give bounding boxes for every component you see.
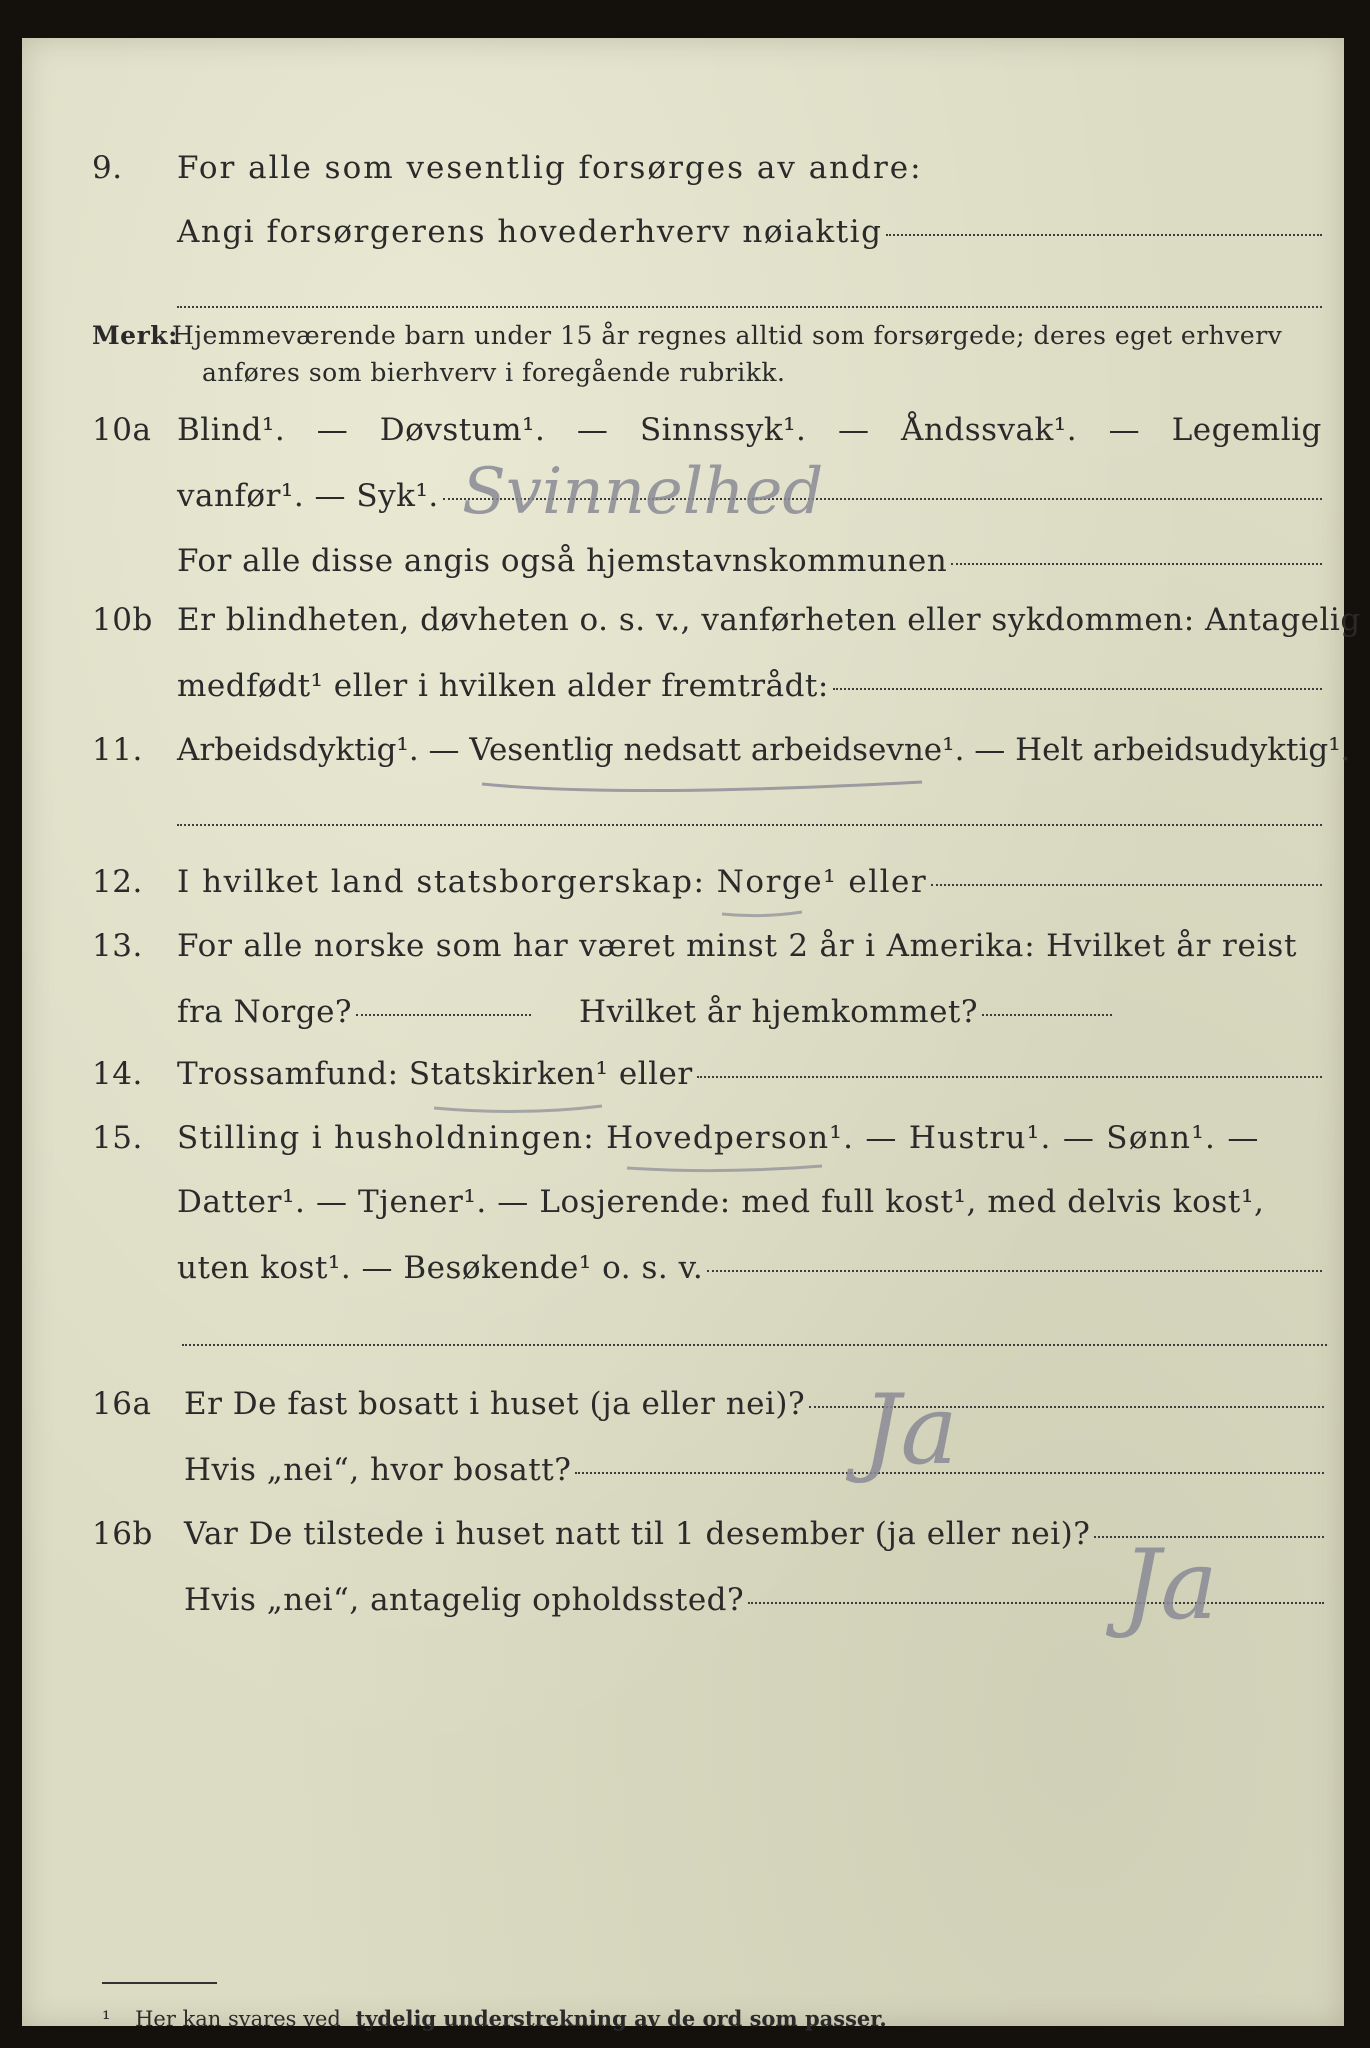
q10b-line-2-wrap (177, 668, 1322, 704)
q16b-whereabouts-field[interactable] (748, 1602, 1324, 1604)
q13-line-2 (177, 994, 1112, 1030)
merk-label: Merk: (92, 321, 178, 350)
q10a-number: 10a (92, 412, 152, 448)
merk-line-2: anføres som bierhverv i foregående rubrikk. (202, 358, 786, 387)
q10a-option: Legemlig (1171, 412, 1322, 448)
q10a-dash: — (837, 412, 870, 448)
q10a-handwritten-answer: Svinnelhed (462, 455, 824, 529)
q13-number: 13. (92, 928, 143, 964)
q16b-line-1-wrap (184, 1516, 1324, 1552)
q15-line-3-wrap (177, 1250, 1322, 1286)
q15-line-3: uten kost¹. — Besøkende¹ o. s. v. (177, 1250, 704, 1286)
q16b-answer-field[interactable] (1094, 1536, 1324, 1538)
q13-right-field[interactable] (982, 1014, 1112, 1016)
q10a-line-3-wrap (177, 543, 1322, 579)
census-form-page (22, 38, 1361, 2031)
q16b-number: 16b (92, 1516, 153, 1552)
q10a-line-1 (177, 412, 1322, 448)
q10a-line-3: For alle disse angis også hjemstavnskommunen (177, 543, 948, 579)
q9-number: 9. (92, 150, 123, 186)
q16b-line-2-wrap (184, 1582, 1324, 1618)
q12-line-1: I hvilket land statsborgerskap: Norge¹ eller (177, 864, 928, 900)
q12-number: 12. (92, 864, 143, 900)
q10a-dash: — (576, 412, 609, 448)
q11-line-1: Arbeidsdyktig¹. — Vesentlig nedsatt arbeidsevne¹. — Helt arbeidsudyktig¹. (177, 732, 1351, 768)
q16b-handwritten-answer: Ja (1122, 1529, 1218, 1641)
q9-answer-rule[interactable] (177, 306, 1322, 308)
q15-number: 15. (92, 1120, 143, 1156)
q10a-option: Åndssvak¹. (901, 412, 1078, 448)
q10a-dash: — (316, 412, 349, 448)
q15-answer-field[interactable] (707, 1270, 1322, 1272)
q10b-number: 10b (92, 602, 153, 638)
q10b-line-2: medfødt¹ eller i hvilken alder fremtrådt: (177, 668, 829, 704)
q16b-line-2: Hvis „nei“, antagelig opholdssted? (184, 1582, 745, 1618)
q10a-option: Sinnssyk¹. (639, 412, 807, 448)
footnote-bold-text: tydelig understrekning av de ord som passer. (355, 2006, 887, 2031)
q16a-answer-field[interactable] (809, 1406, 1324, 1408)
q16a-number: 16a (92, 1386, 152, 1422)
q10b-line-1: Er blindheten, døvheten o. s. v., vanførheten eller sykdommen: Antagelig (177, 602, 1361, 638)
q10a-option: Døvstum¹. (379, 412, 546, 448)
q14-line-1-wrap (177, 1056, 1322, 1092)
q10a-line-2: vanfør¹. — Syk¹. (177, 478, 439, 514)
footnote-rule (102, 1982, 217, 1984)
q16a-line-1-wrap (184, 1386, 1324, 1422)
q15-line-2: Datter¹. — Tjener¹. — Losjerende: med full kost¹, med delvis kost¹, (177, 1184, 1265, 1220)
footnote-mark: ¹ (102, 2007, 111, 2031)
q13-line-1: For alle norske som har været minst 2 år i Amerika: Hvilket år reist (177, 928, 1298, 964)
q13-left-field[interactable] (356, 1014, 531, 1016)
q13-right-label: Hvilket år hjemkommet? (579, 994, 979, 1030)
q10a-answer-field[interactable] (443, 498, 1322, 500)
merk-line-1: Hjemmeværende barn under 15 år regnes alltid som forsørgede; deres eget erhverv (172, 321, 1283, 350)
q16a-line-1: Er De fast bosatt i huset (ja eller nei)? (184, 1386, 806, 1422)
q10a-line-2-wrap (177, 478, 1322, 514)
q14-line-1: Trossamfund: Statskirken¹ eller (177, 1056, 693, 1092)
q11-answer-rule[interactable] (177, 824, 1322, 826)
footnote-text: Her kan svares ved (135, 2007, 341, 2031)
q9-line-2: Angi forsørgerens hovederhverv nøiaktig (177, 214, 883, 250)
q15-line-1: Stilling i husholdningen: Hovedperson¹. — Hustru¹. — Sønn¹. — (177, 1120, 1260, 1156)
q10a-hometown-field[interactable] (951, 563, 1322, 565)
q15-answer-rule[interactable] (182, 1344, 1327, 1346)
q16a-handwritten-answer: Ja (862, 1374, 958, 1486)
q9-line-2-wrap (177, 214, 1322, 250)
q10a-dash: — (1108, 412, 1141, 448)
q11-number: 11. (92, 732, 143, 768)
q16a-residence-field[interactable] (575, 1472, 1324, 1474)
q16b-line-1: Var De tilstede i huset natt til 1 desember (ja eller nei)? (184, 1516, 1091, 1552)
q14-number: 14. (92, 1056, 143, 1092)
q12-answer-field[interactable] (931, 884, 1322, 886)
q14-answer-field[interactable] (697, 1076, 1322, 1078)
q16a-line-2-wrap (184, 1452, 1324, 1488)
footnote (102, 2006, 887, 2031)
q12-line-1-wrap (177, 864, 1322, 900)
q16a-line-2: Hvis „nei“, hvor bosatt? (184, 1452, 572, 1488)
q10a-option: Blind¹. (177, 412, 286, 448)
q9-line-1: For alle som vesentlig forsørges av andre: (177, 150, 923, 186)
q13-left-label: fra Norge? (177, 994, 353, 1030)
q10b-answer-field[interactable] (833, 688, 1322, 690)
q9-answer-field[interactable] (886, 234, 1322, 236)
